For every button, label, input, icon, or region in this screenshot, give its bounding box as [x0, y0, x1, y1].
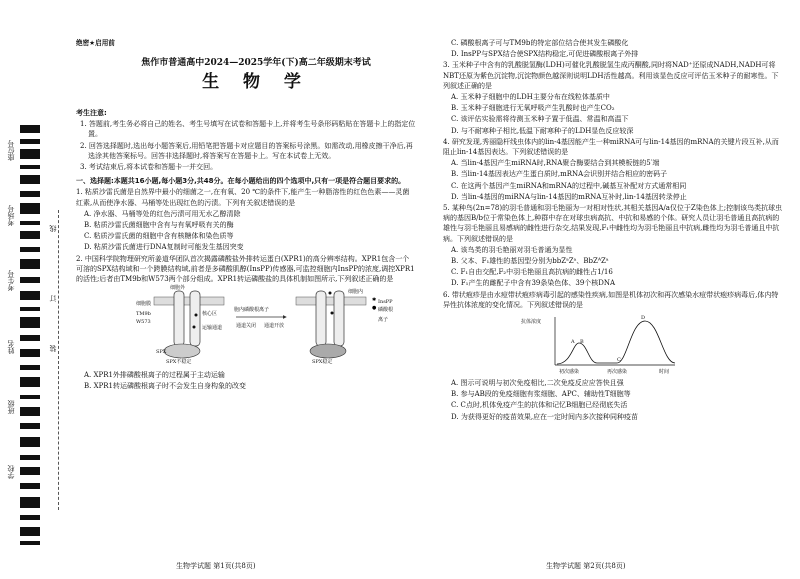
q5-option-d: D. F₁产生的雌配子中含有39条染色体、39个核DNA: [451, 279, 616, 288]
q3-option-c: C. 该评估实验需将待测玉米种子置于低温、常温和高温下: [451, 115, 629, 124]
fig-spx-unstable-label: SPX不稳定: [166, 359, 192, 366]
notes-title: 考生注意:: [76, 109, 107, 117]
fig-spx-label: SPX: [156, 349, 167, 356]
svg-text:●: ●: [372, 305, 377, 312]
q3-option-d: D. 与不耐寒种子相比,低温下耐寒种子的LDH显色反应较深: [451, 126, 634, 135]
footer-left: 生物学试题 第1页(共8页): [176, 562, 256, 570]
graph-point-c: C: [617, 357, 621, 364]
question-3-stem: 3. 玉米种子中含有的乳酸脱氢酶(LDH)可催化乳酸脱氢生成丙酮酸,同时将NAD⁺还原成NADH,NADH可将NBT还原为紫色沉淀物,沉淀物颜色越深则说明LDH活性越高。利用该显色反应可评估玉米种子的耐寒性。下列叙述正确的是: [443, 61, 779, 90]
fig-open-label: 通道开放: [264, 323, 285, 330]
q4-option-d: D. 当lin-4基因的miRNA与lin-14基因的mRNA互补时,lin-14基因转录停止: [451, 192, 687, 201]
graph-first-infection: 初次感染: [559, 369, 580, 376]
seat-label: 座位号: [7, 140, 15, 161]
q6-option-c: C. C点时,机体免疫产生的抗体和记忆B细胞已经彻底失活: [451, 401, 628, 410]
note-item: 3. 考试结束后,将本试卷和答题卡一并交回。: [80, 163, 218, 172]
fig-w573-label: W573: [136, 319, 151, 326]
q2-option-b: B. XPR1转运磷酸根离子时不会发生自身构象的改变: [84, 382, 247, 391]
q2-option-d: D. InsPP与SPX结合使SPX结构稳定,可促进磷酸根离子外排: [451, 50, 639, 59]
fig-outside-label: 细胞外: [170, 285, 186, 292]
fig-inside-label: 细胞内: [348, 289, 364, 296]
fig-membrane-label: 细胞膜: [136, 301, 152, 308]
graph-point-d: D: [641, 315, 646, 322]
q6-option-b: B. 参与AB段的免疫细胞有浆细胞、APC、辅助性T细胞等: [451, 390, 631, 399]
q1-option-a: A. 净水器、马桶等处的红色污渍可用无水乙醇清除: [84, 209, 241, 218]
note-item: 1. 答题前,考生务必将自己的姓名、考生号填写在试卷和答题卡上,并将考生号条形码粘贴在答题卡上的指定位置。: [80, 120, 416, 139]
fig-mid-label: 胞内磷酸根离子: [234, 307, 270, 314]
q1-option-d: D. 粘质沙雷氏菌进行DNA复制时可能发生基因突变: [84, 243, 244, 252]
fig-core-label: 核心区: [202, 311, 218, 318]
footer-right: 生物学试题 第2页(共8页): [546, 562, 626, 570]
right-column: [443, 38, 783, 423]
graph-second-infection: 再次感染: [607, 369, 628, 376]
q3-option-a: A. 玉米种子细胞中的LDH主要分布在线粒体基质中: [451, 93, 610, 102]
fig-path-label: 运输通道: [202, 325, 223, 332]
question-6-stem: 6. 带状疱疹是由水痘带状疱疹病毒引起的感染性疾病,如图是机体初次和再次感染水痘带状疱疹病毒后,体内特异性抗体浓度的变化情况。下列叙述错误的是: [443, 290, 779, 309]
school-label: 学校: [7, 465, 15, 479]
id-label: 考生号: [7, 270, 15, 291]
antibody-graph: [521, 313, 683, 376]
subject-title: 生 物 学: [202, 72, 310, 92]
q1-option-b: B. 粘质沙雷氏菌细胞中含有与有氧呼吸有关的酶: [84, 221, 234, 230]
q4-option-b: B. 当lin-14基因表达产生蛋白质时,mRNA会识别并结合相应的密码子: [451, 170, 668, 179]
question-2-stem: 2. 中国科学院物理研究所姜道华团队首次揭露磷酸盐外排转运蛋白(XPR1)的高分辨率结构。XPR1包含一个可溶的SPX结构域和一个跨膜结构域,前者是多磷酸肌醇(InsPP)传感器,可监控细胞内InsPP的浓度,调控XPR1的活性;后者由TM9b和W573两个部分组成。XPR1转运磷酸盐的具体机制如图所示,下列叙述正确的是: [76, 254, 415, 284]
graph-xlabel: 时间: [659, 369, 670, 376]
fig-tm9b-label: TM9b: [136, 311, 151, 318]
fig-legend-insPP: InsPP: [378, 299, 393, 306]
section-heading: 一、选择题:本题共16小题,每小题3分,共48分。在每小题给出的四个选项中,只有一项是符合题目要求的。: [76, 177, 406, 186]
fig-spx-stable-label: SPX稳定: [312, 359, 333, 366]
q1-option-c: C. 粘质沙雷氏菌的细胞中含有核糖体和染色质等: [84, 232, 234, 241]
q6-option-a: A. 图示可说明与初次免疫相比,二次免疫反应应答快且强: [451, 379, 624, 388]
exam-notes: [76, 108, 416, 393]
note-item: 2. 回答选择题时,选出每小题答案后,用铅笔把答题卡对应题目的答案标号涂黑。如需改动,用橡皮擦干净后,再选涂其他答案标号。回答非选择题时,将答案写在答题卡上。写在本试卷上无效。: [80, 141, 413, 160]
q4-option-c: C. 在这两个基因产生miRNA和mRNA的过程中,碱基互补配对方式通常相同: [451, 181, 687, 190]
xpr1-diagram: [136, 287, 396, 367]
room-label: 考场号: [7, 205, 15, 226]
name-label: 姓名: [7, 340, 15, 354]
binding-bind-label: 装: [49, 345, 57, 352]
binding-margin: [0, 0, 62, 579]
q6-option-d: D. 为获得更好的疫苗效果,应在一定时间内多次接种同种疫苗: [451, 412, 639, 421]
q5-option-c: C. F₁自由交配,F₂中羽毛艳丽且高抗病的雌性占1/16: [451, 268, 613, 277]
fig-legend-phosphate: 磷酸根离子: [378, 307, 394, 324]
q5-option-a: A. 该鸟类的羽毛艳丽对羽毛普通为显性: [451, 245, 573, 254]
secret-mark: 绝密★启用前: [76, 39, 115, 47]
binding-dashed-line: [58, 210, 59, 510]
graph-ylabel: 抗体浓度: [521, 319, 542, 326]
q3-option-b: B. 玉米种子细胞进行无氧呼吸产生乳酸时也产生CO₂: [451, 104, 615, 113]
exam-title: 焦作市普通高中2024—2025学年(下)高二年级期末考试: [141, 58, 371, 68]
q2-option-a: A. XPR1外排磷酸根离子的过程属于主动运输: [84, 371, 225, 380]
q2-option-c: C. 磷酸根离子可与TM9b的特定部位结合使其发生磷酸化: [451, 39, 629, 47]
barcode-strip: [20, 125, 40, 545]
binding-line-label: 线: [49, 225, 57, 232]
question-1-stem: 1. 粘质沙雷氏菌是自然界中最小的细菌之一,在有氧、20 ℃的条件下,能产生一种脂溶性的红色色素——灵菌红素,从而使净水器、马桶等处出现红色的污渍。下列有关叙述错误的是: [76, 188, 410, 207]
question-5-stem: 5. 某种鸟(2n=78)的羽毛普通和羽毛艳丽为一对相对性状,其相关基因A/a仅位于Z染色体上;控制该鸟类抗球虫病的基因B/b位于常染色体上,种群中存在对球虫病高抗、中抗和易感的个体。研究人员让羽毛普通且高抗病的雄性与羽毛艳丽且易感病的雌性进行杂交,结果发现,F₁中雌性均为羽毛艳丽且中抗病,雌性均为羽毛普通且中抗病。下列叙述错误的是: [443, 204, 783, 243]
binding-staple-label: 订: [49, 295, 57, 302]
graph-point-b: B: [580, 339, 584, 346]
q5-option-b: B. 父本、F₁雄性的基因型分别为bbZᵃZᵃ、BbZᴬZᵃ: [451, 257, 609, 266]
fig-close-label: 通道关闭: [236, 323, 257, 330]
antibody-graph-svg: [543, 313, 683, 375]
q4-option-a: A. 当lin-4基因产生miRNA时,RNA聚合酶要结合到其模板链的5′端: [451, 159, 660, 168]
svg-text:✱: ✱: [372, 297, 377, 304]
graph-point-a: A: [571, 339, 575, 346]
class-label: 班级: [7, 400, 15, 414]
question-4-stem: 4. 研究发现,秀丽隐杆线虫体内的lin-4基因能产生一种miRNA可与lin-14基因的mRNA的关键片段互补,从而阻止lin-14基因表达。下列叙述错误的是: [443, 137, 779, 157]
